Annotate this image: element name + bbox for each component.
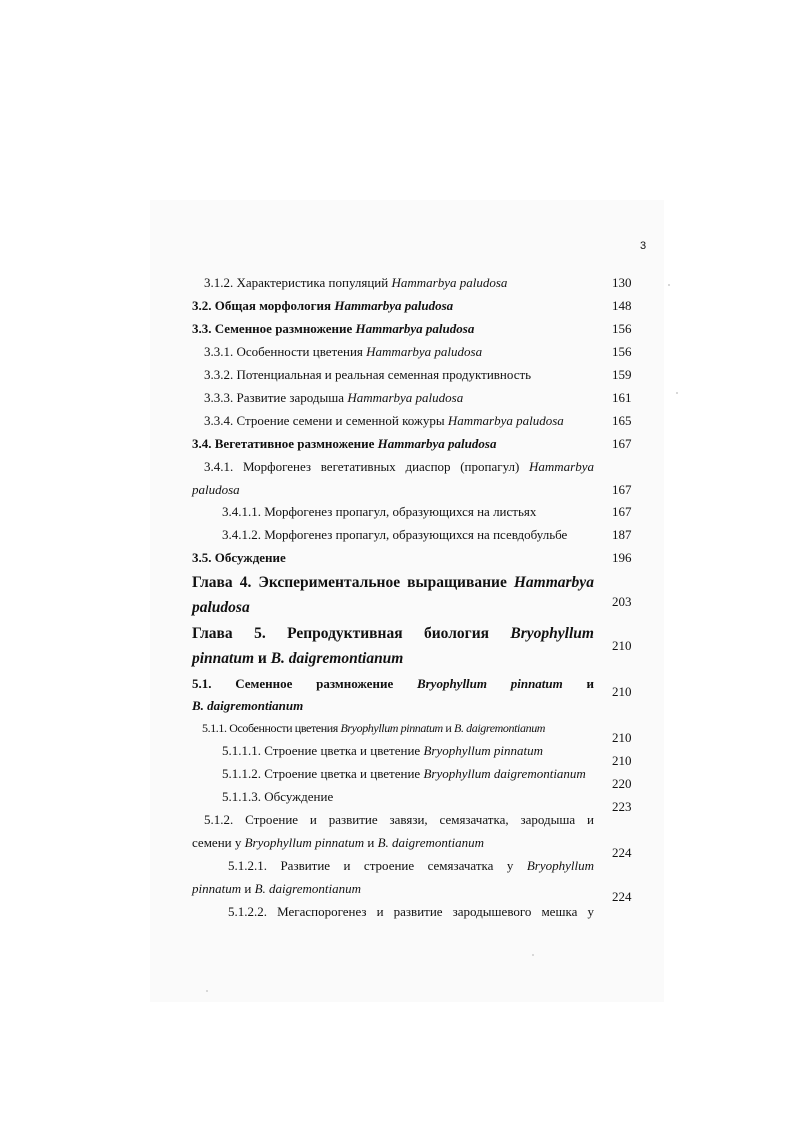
- toc-page-number: 167: [612, 504, 632, 519]
- toc-entry-title: 3.4. Вегетативное размножение Hammarbya paludosa: [192, 436, 497, 451]
- toc-entry-title: 3.3.3. Развитие зародыша Hammarbya paludosa: [204, 390, 464, 405]
- toc-page-number: 165: [612, 413, 632, 428]
- toc-chapter-title: Глава 5. Репродуктивная биология Bryophyllum: [192, 625, 594, 642]
- toc-entry-title: 3.4.1. Морфогенез вегетативных диаспор (пропагул) Hammarbya: [204, 459, 594, 474]
- toc-entry-title: 5.1.2. Строение и развитие завязи, семязачатка, зародыша и: [204, 812, 594, 827]
- toc-page-number: 196: [612, 550, 632, 565]
- toc-page-number: 187: [612, 527, 632, 542]
- toc-page-number: 148: [612, 298, 632, 313]
- toc-entry-title: 3.4.1.2. Морфогенез пропагул, образующихся на псевдобульбе: [222, 527, 568, 542]
- toc-chapter-title-line2: paludosa: [192, 599, 250, 616]
- toc-chapter-title-line2: pinnatum и B. daigremontianum: [192, 650, 404, 667]
- toc-entry-title: 3.1.2. Характеристика популяций Hammarbya paludosa: [204, 275, 508, 290]
- toc-entry-title: 3.3.2. Потенциальная и реальная семенная продуктивность: [204, 367, 532, 382]
- toc-page-number: 161: [612, 390, 632, 405]
- toc-page-number: 210: [612, 638, 632, 653]
- toc-page-number: 224: [612, 889, 632, 904]
- toc-entry-title: 3.4.1.1. Морфогенез пропагул, образующихся на листьях: [222, 504, 537, 519]
- toc-page-number: 210: [612, 730, 632, 745]
- toc-entry-title-line2: B. daigremontianum: [192, 698, 304, 713]
- toc-page-number: 130: [612, 275, 632, 290]
- toc-entry-title: 5.1. Семенное размножение Bryophyllum pinnatum и: [192, 676, 594, 691]
- toc-page-number: 210: [612, 753, 632, 768]
- toc-entry-title-line2: семени у Bryophyllum pinnatum и B. daigremontianum: [192, 835, 484, 850]
- toc-chapter-title: Глава 4. Экспериментальное выращивание Hammarbya: [192, 574, 594, 591]
- toc-entry-title-line2: paludosa: [192, 482, 240, 497]
- toc-entry-title: 3.2. Общая морфология Hammarbya paludosa: [192, 298, 454, 313]
- toc-page-number: 156: [612, 321, 632, 336]
- toc-page-number: 203: [612, 594, 632, 609]
- toc-page-number: 224: [612, 845, 632, 860]
- toc-page-number: 210: [612, 684, 632, 699]
- toc-entry-title: 5.1.1. Особенности цветения Bryophyllum pinnatum и B. daigremontianum: [202, 721, 546, 735]
- toc-entry-title: 5.1.2.2. Мегаспорогенез и развитие зародышевого мешка у: [228, 904, 594, 919]
- toc-entry-title: 5.1.1.3. Обсуждение: [222, 789, 334, 804]
- toc-page-number: 167: [612, 482, 632, 497]
- toc-entry-title: 3.3.4. Строение семени и семенной кожуры Hammarbya paludosa: [204, 413, 564, 428]
- toc-entry-title: 3.3. Семенное размножение Hammarbya paludosa: [192, 321, 475, 336]
- toc-page-number: 167: [612, 436, 632, 451]
- toc-entry-title: 3.5. Обсуждение: [192, 550, 286, 565]
- toc-page-number: 220: [612, 776, 632, 791]
- toc-entry-title: 5.1.1.1. Строение цветка и цветение Bryophyllum pinnatum: [222, 743, 543, 758]
- toc-page-number: 159: [612, 367, 632, 382]
- toc-entry-title: 5.1.1.2. Строение цветка и цветение Bryophyllum daigremontianum: [222, 766, 586, 781]
- toc-entry-title: 3.3.1. Особенности цветения Hammarbya paludosa: [204, 344, 483, 359]
- page-number: 3: [640, 240, 647, 252]
- toc-page-number: 156: [612, 344, 632, 359]
- toc-entry-title: 5.1.2.1. Развитие и строение семязачатка у Bryophyllum: [228, 858, 594, 873]
- toc-entry-title-line2: pinnatum и B. daigremontianum: [192, 881, 361, 896]
- toc-page-number: 223: [612, 799, 632, 814]
